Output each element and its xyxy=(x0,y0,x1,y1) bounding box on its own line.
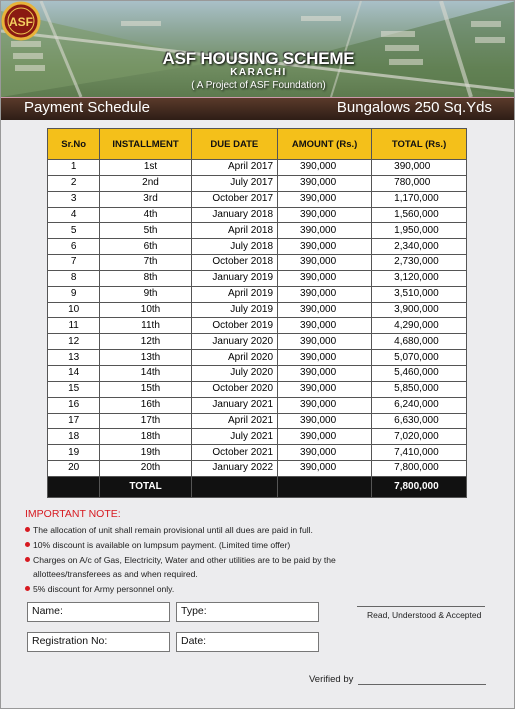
cell-srno: 16 xyxy=(48,397,100,413)
table-row xyxy=(48,239,467,255)
scheme-title: ASF HOUSING SCHEME xyxy=(162,49,355,68)
table-header-row xyxy=(48,129,467,160)
cell-srno: 12 xyxy=(48,334,100,350)
cell-total: 7,800,000 xyxy=(372,461,467,477)
notes-title: IMPORTANT NOTE: xyxy=(25,508,121,520)
cell-amount: 390,000 xyxy=(278,350,372,366)
cell-srno: 15 xyxy=(48,381,100,397)
header-amount: AMOUNT (Rs.) xyxy=(278,129,372,160)
cell-srno: 7 xyxy=(48,255,100,271)
asf-logo-icon xyxy=(1,1,41,41)
cell-srno: 20 xyxy=(48,461,100,477)
cell-due-date: October 2019 xyxy=(191,318,277,334)
cell-due-date: April 2018 xyxy=(191,223,277,239)
cell-srno: 10 xyxy=(48,302,100,318)
cell-installment: 9th xyxy=(100,286,191,302)
payment-schedule-table xyxy=(47,128,467,498)
cell-installment: 12th xyxy=(100,334,191,350)
cell-installment: 10th xyxy=(100,302,191,318)
cell-srno: 9 xyxy=(48,286,100,302)
cell-due-date: July 2017 xyxy=(191,175,277,191)
name-field[interactable]: Name: xyxy=(27,602,170,622)
cell-total: 5,070,000 xyxy=(372,350,467,366)
cell-amount: 390,000 xyxy=(278,461,372,477)
date-field[interactable]: Date: xyxy=(176,632,319,652)
logo-text: ASF xyxy=(9,15,33,29)
table-row xyxy=(48,270,467,286)
cell-total: 1,170,000 xyxy=(372,191,467,207)
type-field[interactable]: Type: xyxy=(176,602,319,622)
cell-amount: 390,000 xyxy=(278,270,372,286)
table-row xyxy=(48,175,467,191)
cell-srno: 17 xyxy=(48,413,100,429)
table-row xyxy=(48,397,467,413)
table-row xyxy=(48,350,467,366)
cell-srno: 11 xyxy=(48,318,100,334)
cell-total: 3,120,000 xyxy=(372,270,467,286)
cell-srno: 8 xyxy=(48,270,100,286)
table-row xyxy=(48,223,467,239)
total-value: 7,800,000 xyxy=(372,476,467,497)
note-item: The allocation of unit shall remain provisional until all dues are paid in full. xyxy=(25,523,495,538)
header-srno: Sr.No xyxy=(48,129,100,160)
total-blank xyxy=(48,476,100,497)
cell-amount: 390,000 xyxy=(278,413,372,429)
cell-srno: 2 xyxy=(48,175,100,191)
cell-installment: 7th xyxy=(100,255,191,271)
cell-total: 390,000 xyxy=(372,160,467,176)
cell-installment: 6th xyxy=(100,239,191,255)
cell-amount: 390,000 xyxy=(278,160,372,176)
cell-due-date: April 2021 xyxy=(191,413,277,429)
verified-signature-line[interactable] xyxy=(358,684,486,685)
header-installment: INSTALLMENT xyxy=(100,129,191,160)
cell-total: 5,850,000 xyxy=(372,381,467,397)
cell-total: 2,730,000 xyxy=(372,255,467,271)
verified-by-label: Verified by xyxy=(309,674,354,685)
total-blank xyxy=(278,476,372,497)
cell-due-date: January 2019 xyxy=(191,270,277,286)
cell-amount: 390,000 xyxy=(278,175,372,191)
project-subtitle: ( A Project of ASF Foundation) xyxy=(191,80,326,91)
cell-installment: 18th xyxy=(100,429,191,445)
cell-installment: 11th xyxy=(100,318,191,334)
cell-amount: 390,000 xyxy=(278,365,372,381)
cell-due-date: April 2020 xyxy=(191,350,277,366)
cell-total: 780,000 xyxy=(372,175,467,191)
cell-installment: 8th xyxy=(100,270,191,286)
note-item: 10% discount is available on lumpsum payment. (Limited time offer) xyxy=(25,538,495,553)
cell-due-date: October 2017 xyxy=(191,191,277,207)
cell-total: 1,950,000 xyxy=(372,223,467,239)
cell-due-date: October 2021 xyxy=(191,445,277,461)
table-row xyxy=(48,429,467,445)
cell-total: 6,240,000 xyxy=(372,397,467,413)
table-row xyxy=(48,445,467,461)
cell-amount: 390,000 xyxy=(278,318,372,334)
important-notes xyxy=(25,508,495,597)
cell-total: 2,340,000 xyxy=(372,239,467,255)
cell-amount: 390,000 xyxy=(278,381,372,397)
cell-due-date: April 2017 xyxy=(191,160,277,176)
cell-due-date: October 2020 xyxy=(191,381,277,397)
cell-total: 7,020,000 xyxy=(372,429,467,445)
cell-due-date: July 2019 xyxy=(191,302,277,318)
cell-amount: 390,000 xyxy=(278,302,372,318)
total-blank xyxy=(191,476,277,497)
table-row xyxy=(48,207,467,223)
accepted-label: Read, Understood & Accepted xyxy=(367,610,482,620)
header-due-date: DUE DATE xyxy=(191,129,277,160)
header-total: TOTAL (Rs.) xyxy=(372,129,467,160)
cell-installment: 17th xyxy=(100,413,191,429)
cell-amount: 390,000 xyxy=(278,207,372,223)
cell-srno: 4 xyxy=(48,207,100,223)
cell-installment: 2nd xyxy=(100,175,191,191)
cell-srno: 6 xyxy=(48,239,100,255)
registration-no-field[interactable]: Registration No: xyxy=(27,632,170,652)
cell-due-date: January 2022 xyxy=(191,461,277,477)
cell-srno: 3 xyxy=(48,191,100,207)
cell-due-date: January 2021 xyxy=(191,397,277,413)
property-type: Bungalows 250 Sq.Yds xyxy=(336,99,492,116)
table-row xyxy=(48,365,467,381)
table-row xyxy=(48,461,467,477)
total-row xyxy=(48,476,467,497)
cell-total: 3,510,000 xyxy=(372,286,467,302)
schedule-title: Payment Schedule xyxy=(24,99,150,116)
cell-due-date: July 2018 xyxy=(191,239,277,255)
table-row xyxy=(48,255,467,271)
cell-total: 4,290,000 xyxy=(372,318,467,334)
cell-installment: 15th xyxy=(100,381,191,397)
cell-installment: 16th xyxy=(100,397,191,413)
note-item-continued: allottees/transferees as and when required. xyxy=(33,569,198,580)
cell-due-date: October 2018 xyxy=(191,255,277,271)
cell-srno: 14 xyxy=(48,365,100,381)
cell-amount: 390,000 xyxy=(278,334,372,350)
cell-total: 7,410,000 xyxy=(372,445,467,461)
note-item: Charges on A/c of Gas, Electricity, Water and other utilities are to be paid by the xyxy=(25,553,495,568)
table-row xyxy=(48,381,467,397)
city-name: KARACHI xyxy=(230,67,287,78)
cell-srno: 5 xyxy=(48,223,100,239)
cell-srno: 13 xyxy=(48,350,100,366)
table-row xyxy=(48,286,467,302)
cell-srno: 1 xyxy=(48,160,100,176)
table-row xyxy=(48,160,467,176)
cell-due-date: January 2018 xyxy=(191,207,277,223)
cell-amount: 390,000 xyxy=(278,191,372,207)
cell-installment: 19th xyxy=(100,445,191,461)
cell-total: 6,630,000 xyxy=(372,413,467,429)
cell-installment: 3rd xyxy=(100,191,191,207)
cell-installment: 13th xyxy=(100,350,191,366)
cell-total: 4,680,000 xyxy=(372,334,467,350)
table-row xyxy=(48,318,467,334)
table-row xyxy=(48,413,467,429)
cell-amount: 390,000 xyxy=(278,239,372,255)
cell-due-date: April 2019 xyxy=(191,286,277,302)
cell-installment: 14th xyxy=(100,365,191,381)
cell-due-date: July 2021 xyxy=(191,429,277,445)
cell-installment: 20th xyxy=(100,461,191,477)
title-banner xyxy=(1,97,515,120)
cell-due-date: January 2020 xyxy=(191,334,277,350)
cell-total: 3,900,000 xyxy=(372,302,467,318)
cell-amount: 390,000 xyxy=(278,255,372,271)
cell-installment: 4th xyxy=(100,207,191,223)
table-row xyxy=(48,302,467,318)
cell-amount: 390,000 xyxy=(278,429,372,445)
cell-total: 1,560,000 xyxy=(372,207,467,223)
cell-installment: 5th xyxy=(100,223,191,239)
cell-amount: 390,000 xyxy=(278,286,372,302)
header-aerial-image xyxy=(1,1,515,97)
cell-amount: 390,000 xyxy=(278,397,372,413)
cell-total: 5,460,000 xyxy=(372,365,467,381)
table-row xyxy=(48,334,467,350)
cell-installment: 1st xyxy=(100,160,191,176)
signature-line[interactable] xyxy=(357,606,485,607)
note-item: 5% discount for Army personnel only. xyxy=(25,582,495,597)
cell-srno: 19 xyxy=(48,445,100,461)
cell-amount: 390,000 xyxy=(278,445,372,461)
cell-srno: 18 xyxy=(48,429,100,445)
table-row xyxy=(48,191,467,207)
total-label: TOTAL xyxy=(100,476,191,497)
cell-amount: 390,000 xyxy=(278,223,372,239)
cell-due-date: July 2020 xyxy=(191,365,277,381)
